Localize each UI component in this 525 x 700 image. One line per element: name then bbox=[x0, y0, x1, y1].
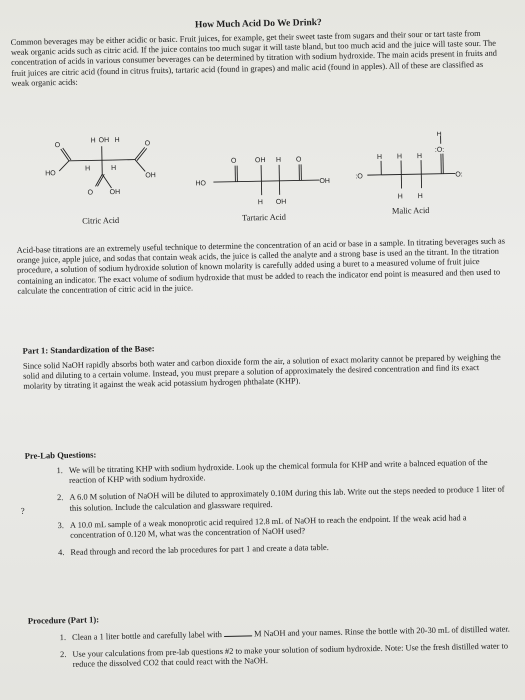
svg-text:H: H bbox=[90, 137, 96, 145]
procedure-step-2: 2. Use your calculations from pre-lab questions #2 to make your solution of sodium hydroxide. Note: Use the fresh distilled water to reduce the dissolved CO2 that could react with the NaOH. bbox=[68, 642, 518, 671]
svg-text:HO: HO bbox=[195, 180, 207, 188]
margin-mark: ? bbox=[20, 505, 25, 516]
tartaric-acid-structure bbox=[191, 150, 342, 213]
acid-structures bbox=[40, 125, 472, 229]
svg-text:H: H bbox=[397, 193, 403, 201]
svg-text:O: O bbox=[144, 140, 151, 148]
citric-acid-label: Citric Acid bbox=[82, 215, 120, 226]
svg-text:OH: OH bbox=[275, 198, 287, 206]
prelab-list bbox=[25, 457, 515, 559]
svg-text:O: O bbox=[87, 189, 94, 197]
citric-acid-structure bbox=[40, 131, 181, 204]
procedure-list bbox=[28, 622, 519, 671]
part1-text: Since solid NaOH rapidly absorbs both water and carbon dioxide form the air, a solution of exact molarity cannot be prepared by weighing the solid and diluting to a certain volume. Instead, you must prepare a solution of approximately the desired concentration and find its exact molarity by titrating it against the weak acid potassium hydrogen phthalate (KHP). bbox=[22, 352, 501, 392]
svg-text:OH: OH bbox=[254, 157, 266, 165]
procedure-step-1-text-b: M NaOH and your names. Rinse the bottle with 20-30 mL of distilled water. bbox=[253, 624, 510, 639]
prelab-question-1: 1. We will be titrating KHP with sodium hydroxide. Look up the chemical formula for KHP and write a balnced equation of the reaction of KHP with sodium hydroxide. bbox=[65, 457, 513, 486]
svg-text:H: H bbox=[396, 153, 403, 161]
svg-text:OH: OH bbox=[319, 177, 330, 186]
svg-text:H: H bbox=[417, 193, 423, 201]
svg-text:OH: OH bbox=[98, 137, 110, 145]
page-title: How Much Acid Do We Drink? bbox=[194, 17, 322, 31]
svg-text:H: H bbox=[85, 165, 91, 173]
intro-paragraph: Common beverages may be either acidic or basic. Fruit juices, for example, get their sweet taste from sugars and their sour or tart taste from weak organic acids such as citric acid. If the juice contains too much sugar it will taste bland, but too much acid and the juice will taste sour. The concentration of acids in various consumer beverages can be determined by titration with sodium hydroxide. The main acids present in fruits and fruit juices are citric acid (found in citrus fruits), tartaric acid (found in grapes) and malic acid (found in apples). All of these are classified as weak organic acids: bbox=[10, 28, 498, 88]
prelab-question-3: 3. A 10.0 mL sample of a weak monoprotic acid required 12.8 mL of NaOH to reach the endpoint. If the weak acid had a concentration of 0.120 M, what was the concentration of NaOH used? bbox=[66, 512, 514, 541]
svg-text:O: O bbox=[295, 156, 302, 164]
svg-text::O:: :O: bbox=[434, 146, 445, 154]
svg-text:OH: OH bbox=[145, 172, 156, 180]
svg-text:HO: HO bbox=[45, 170, 56, 178]
prelab-section bbox=[25, 441, 515, 566]
malic-acid-structure bbox=[351, 131, 472, 205]
worksheet-page bbox=[8, 0, 525, 696]
procedure-heading: Procedure (Part 1): bbox=[27, 614, 100, 626]
svg-text:H: H bbox=[114, 136, 120, 144]
part1-heading: Part 1: Standardization of the Base: bbox=[22, 343, 155, 356]
titration-paragraph: Acid-base titrations are an extremely useful technique to determine the concentration of an acid or base in a sample. In titrating beverages such as orange juice, apple juice, and sodas that contain weak acids, the juice is called the analyte and a strong base is used an the titrant. In the titration procedure, a solution of sodium hydroxide solution of known molarity is carefully added using a buret to a measured volume of fruit juice containing an indicator. The exact volume of sodium hydroxide that must be added to reach the indicator end point is measured and then used to calculate the concentration of citric acid in the juice. bbox=[16, 236, 506, 296]
svg-text:OH: OH bbox=[109, 188, 121, 197]
procedure-step-1 bbox=[68, 622, 518, 643]
prelab-question-2: 2. A 6.0 M solution of NaOH will be diluted to approximately 0.10M during this lab. Write out the steps needed to produce 1 liter of this solution. Include the calculation and glassware required. bbox=[65, 485, 513, 514]
svg-text:H: H bbox=[376, 153, 383, 161]
svg-text:O: O bbox=[230, 157, 237, 165]
procedure-step-1-text-a: Clean a 1 liter bottle and carefully label with bbox=[72, 630, 222, 642]
svg-text::O: :O bbox=[355, 173, 363, 181]
procedure-section bbox=[28, 606, 519, 678]
svg-text:H: H bbox=[275, 156, 282, 164]
prelab-question-4: 4. Read through and record the lab procedures for part 1 and create a data table. bbox=[66, 540, 514, 559]
svg-text:H: H bbox=[111, 164, 117, 173]
svg-text:H: H bbox=[257, 199, 263, 207]
svg-text:H: H bbox=[416, 153, 423, 161]
svg-text:O: O bbox=[54, 142, 61, 150]
prelab-heading: Pre-Lab Questions: bbox=[24, 449, 97, 461]
malic-acid-label: Malic Acid bbox=[391, 205, 430, 216]
part1-section bbox=[23, 337, 504, 393]
svg-text:H: H bbox=[436, 131, 442, 138]
tartaric-acid-label: Tartaric Acid bbox=[242, 212, 287, 223]
molarity-blank bbox=[224, 627, 252, 637]
svg-text:O:: O: bbox=[455, 171, 463, 179]
